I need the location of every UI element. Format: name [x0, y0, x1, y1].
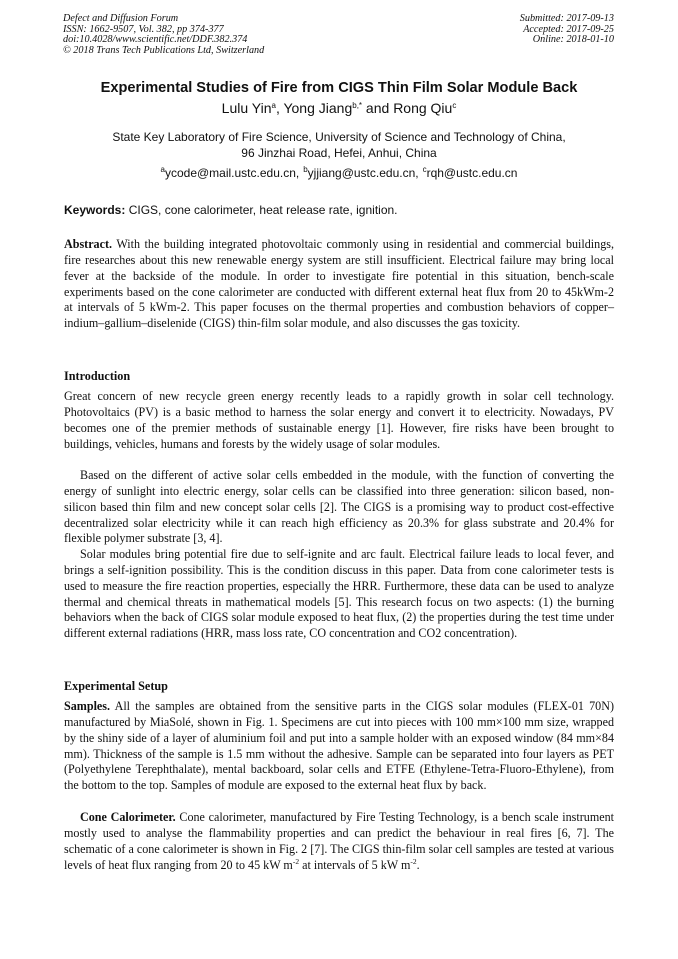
online-date: Online: 2018-01-10	[532, 34, 614, 46]
section-heading-setup: Experimental Setup	[64, 679, 168, 693]
cone-exponent: -2	[292, 856, 300, 866]
abstract	[64, 237, 614, 332]
affiliation-line: 96 Jinzhai Road, Hefei, Anhui, China	[241, 146, 437, 160]
journal-copyright: © 2018 Trans Tech Publications Ltd, Switzerland	[63, 44, 265, 56]
cone-text: Cone calorimeter, manufactured by Fire Testing Technology, is a bench scale instrument mostly used to analyse the flammability properties and can predict the behaviour in real fires [6, 7]. The schematic of a cone calorimeter is shown in Fig. 2 [7]. The CIGS thin-film solar cell samples are tested at various levels of heat flux ranging from 20 to 45 kW m	[64, 810, 615, 872]
samples-paragraph	[64, 699, 614, 794]
cone-label: Cone Calorimeter.	[80, 810, 176, 824]
author-separator: and	[362, 100, 394, 116]
abstract-label: Abstract.	[64, 237, 113, 251]
cone-exponent: -2	[410, 856, 417, 866]
author-separator: ,	[275, 100, 284, 116]
keywords-label: Keywords:	[64, 203, 126, 217]
cone-text: .	[416, 857, 420, 872]
abstract-text: With the building integrated photovoltaic commonly using in residential and commercial buildings, fire researches about this new renewable energy system are still insufficient. Electrical failure may bring local fever at the backside of the module. In order to investigate fire potential in this situation, bench-scale experiments based on the cone calorimeter are conducted with different external heat flux from 20 to 45kWm-2 at intervals of 5 kWm-2. This paper focuses on the thermal properties and combustion behaviors of copper–indium–gallium–diselenide (CIGS) thin-film solar module, and also discusses the gas toxicity.	[64, 237, 614, 331]
email-address: yjjiang@ustc.edu.cn,	[307, 166, 419, 180]
journal-doi: doi:10.4028/www.scientific.net/DDF.382.374	[63, 34, 248, 46]
intro-paragraph-2: Based on the different of active solar cells embedded in the module, with the function of converting the energy of sunlight into electric energy, solar cells can be classified into three generation: silicon based, non-silicon based thin film and new concept solar cells [2]. The CIGS is a promising way to product cost-effective decentralized solar electricity while it can reach high efficiency as 20.3% for glass substrate and 20.4% for flexible polymer substrate [3, 4].	[64, 468, 614, 546]
journal-header-left	[63, 14, 264, 56]
email-mark: c	[422, 165, 427, 174]
section-heading-introduction: Introduction	[64, 369, 131, 383]
samples-label: Samples.	[64, 699, 111, 713]
paper-title: Experimental Studies of Fire from CIGS Thin Film Solar Module Back	[100, 80, 578, 96]
journal-header-right	[520, 14, 614, 46]
submitted-date: Submitted: 2017-09-13	[519, 13, 614, 24]
email-mark: a	[160, 165, 165, 174]
affiliation-line: State Key Laboratory of Fire Science, University of Science and Technology of China,	[112, 130, 566, 144]
author-list	[0, 100, 678, 116]
author-affil-mark: b,*	[352, 101, 363, 110]
email-mark: b	[303, 165, 308, 174]
affiliation	[0, 129, 678, 161]
author-affil-mark: a	[271, 101, 276, 110]
cone-text: at intervals of 5 kW m	[299, 857, 411, 872]
intro-paragraph-3: Solar modules bring potential fire due to self-ignite and arc fault. Electrical failure leads to local fever, and brings a self-ignition possibility. This is the condition discuss in this paper. Data from cone calorimeter tests is used to measure the fire reaction properties, especially the HRR. Furthermore, these data can be used to analyze thermal and chemical threats in mathematical models [5]. This research focus on two aspects: (1) the burning behaviors when the back of CIGS solar module exposed to heat flux, (2) the properties during the test time under different external radiations (HRR, mass loss rate, CO concentration and CO2 concentration).	[64, 547, 614, 641]
author-name: Rong Qiu	[393, 100, 453, 116]
intro-paragraph-1: Great concern of new recycle green energy recently leads to a rapidly growth in solar cell technology. Photovoltaics (PV) is a basic method to harness the solar energy and convert it to electricity. Nowadays, PV becomes one of the premier methods of sustainable energy [1]. However, fire risks have been brought to buildings, vehicles, humans and forests by the widely usage of solar modules.	[64, 389, 614, 451]
keywords	[64, 203, 624, 217]
email-address: rqh@ustc.edu.cn	[426, 166, 518, 180]
journal-issn: ISSN: 1662-9507, Vol. 382, pp 374-377	[63, 23, 224, 35]
author-name: Lulu Yin	[221, 100, 272, 116]
samples-text: All the samples are obtained from the sensitive parts in the CIGS solar modules (FLEX-01 70N) manufactured by MiaSolé, shown in Fig. 1. Specimens are cut into pieces with 100 mm×100 mm size, wrapped by the shiny side of a layer of aluminium foil and put into a sample holder with an exposed window (84 mm×84 mm). Thickness of the sample is 1.5 mm without the adhesive. Sample can be separated into four layers as PET (Polyethylene Terephthalate), mental backboard, solar cells and ETFE (Ethylene-Tetra-Fluoro-Ethylene), from the bottom to the top. Samples of module are exposed to the external heat flux by back.	[64, 699, 614, 793]
accepted-date: Accepted: 2017-09-25	[523, 23, 614, 35]
author-affil-mark: c	[452, 101, 457, 110]
email-address: ycode@mail.ustc.edu.cn,	[164, 166, 300, 180]
author-emails	[0, 166, 678, 180]
keywords-text: CIGS, cone calorimeter, heat release rate, ignition.	[125, 203, 398, 217]
author-name: Yong Jiang	[283, 100, 353, 116]
cone-calorimeter-paragraph	[64, 810, 614, 873]
journal-name: Defect and Diffusion Forum	[63, 13, 179, 24]
